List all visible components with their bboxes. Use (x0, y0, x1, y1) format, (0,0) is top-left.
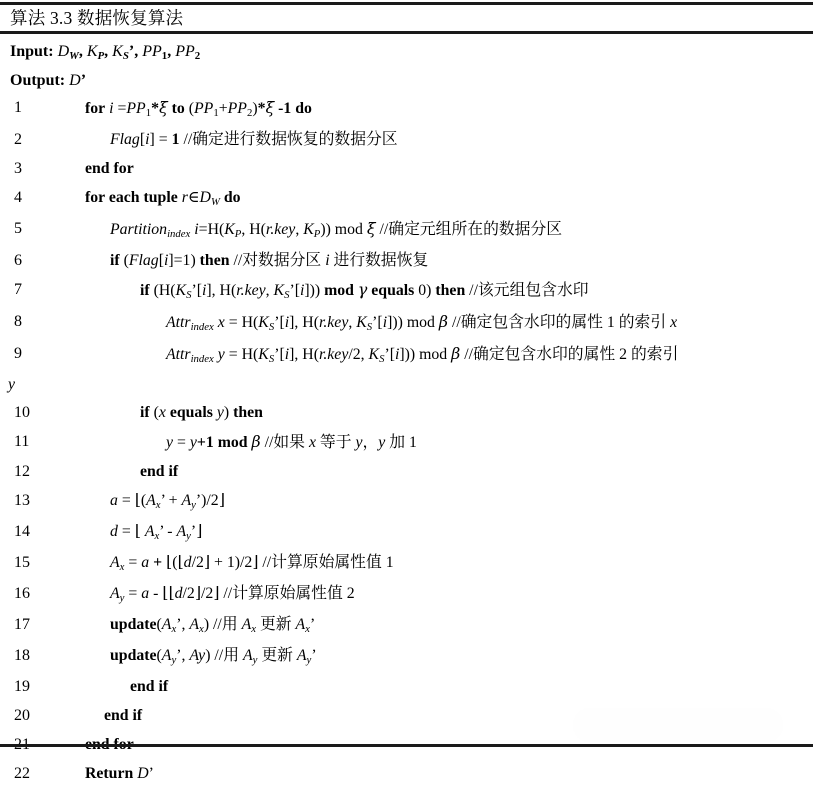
output-line: Output: D’ (10, 72, 87, 89)
line-number: 11 (14, 433, 30, 450)
code-row (0, 641, 813, 672)
line-number: 15 (14, 554, 30, 571)
code-row (0, 759, 813, 788)
code-text: $a = ⌊(A_x$’ + $A_y’)/2⌋$ (110, 492, 225, 511)
code-text: Attr$_{index}$ $x = H(K_S’[i]$, H(r.key, $K_S’[i]$)) mod β //确定包含水印的属性 1 的索引 x (166, 312, 678, 333)
code-text: for each tuple $r\in D_W$ do (85, 189, 241, 208)
code-text: if ($H(K_S’[i]$, H(r.key, $K_S’[i]$)) mod γ equals 0) then //该元组包含水印 (140, 280, 589, 301)
line-number: 9 (14, 345, 22, 362)
wrapped-fragment: y (8, 376, 16, 393)
algorithm-title: 算法 3.3 数据恢复算法 (10, 8, 184, 28)
code-row (0, 427, 813, 457)
code-row (0, 339, 813, 371)
code-text: Partition$_{index}$ $i=H(K_P$, H(r.key, $K_P$)) mod ξ //确定元组所在的数据分区 (110, 219, 563, 240)
code-text: $update(A_y$’, Ay) //用 $A_y$ 更新 $A_y$’ (110, 647, 317, 666)
rule-bottom (0, 744, 813, 747)
code-row (0, 548, 813, 579)
line-number: 4 (14, 189, 22, 206)
line-number: 12 (14, 463, 30, 480)
rule-middle (0, 31, 813, 34)
code-text: d = ⌊ $A_x$’ - $A_y’⌋$ (110, 523, 203, 542)
code-row (0, 125, 813, 154)
code-text: end if (140, 463, 179, 480)
line-number: 16 (14, 585, 30, 602)
line-number: 8 (14, 313, 22, 330)
code-row (0, 246, 813, 275)
code-row (0, 457, 813, 486)
line-number: 13 (14, 492, 30, 509)
code-row (0, 154, 813, 183)
code-text: Return D’ (85, 765, 154, 782)
code-text: Flag[i] = 1 //确定进行数据恢复的数据分区 (110, 131, 398, 148)
line-number: 3 (14, 160, 22, 177)
algorithm-steps (0, 93, 813, 788)
rule-top (0, 2, 813, 5)
code-row (0, 93, 813, 125)
code-text: if (x equals y) then (140, 404, 263, 421)
code-row (0, 486, 813, 517)
code-text: end for (85, 160, 134, 177)
code-row (0, 517, 813, 548)
line-number: 19 (14, 678, 30, 695)
code-row (0, 398, 813, 427)
line-number: 14 (14, 523, 30, 540)
code-text: end if (130, 678, 169, 695)
line-number: 6 (14, 252, 22, 269)
faint-watermark (573, 708, 783, 742)
code-text: y = y+1 mod β //如果 x 等于 y，y 加 1 (166, 432, 417, 451)
code-text: end if (104, 707, 143, 724)
line-number: 1 (14, 99, 22, 116)
code-row (0, 579, 813, 610)
code-text: $A_x = a$ + ⌊(⌊d/2⌋ + 1)/2⌋ //计算原始属性值 1 (110, 554, 394, 573)
code-text: for i =PP1*ξ to (PP1+PP2)*ξ -1 do (85, 98, 312, 119)
code-text: $update(A_x$’, $A_x$) //用 $A_x$ 更新 $A_x$’ (110, 616, 316, 635)
line-number: 22 (14, 765, 30, 782)
code-row (0, 275, 813, 307)
line-number: 17 (14, 616, 30, 633)
input-line: Input: $D_W$, $K_P$, $K_S$’, PP1, PP2 (10, 43, 201, 63)
line-number: 20 (14, 707, 30, 724)
wrapped-fragment-row (0, 371, 813, 398)
code-row (0, 183, 813, 214)
line-number: 5 (14, 220, 22, 237)
line-number: 2 (14, 131, 22, 148)
line-number: 10 (14, 404, 30, 421)
code-row (0, 610, 813, 641)
line-number: 7 (14, 281, 22, 298)
code-row (0, 214, 813, 246)
code-text: $A_y = a$ - ⌊⌊d/2⌋/2⌋ //计算原始属性值 2 (110, 585, 355, 604)
algorithm-io-header (10, 38, 805, 94)
line-number: 18 (14, 647, 30, 664)
code-row (0, 672, 813, 701)
code-row (0, 307, 813, 339)
code-text: if (Flag[i]=1) then //对数据分区 i 进行数据恢复 (110, 252, 429, 269)
code-text: Attr$_{index}$ $y = H(K_S’[i]$, H(r.key/2, $K_S’[i]$)) mod β //确定包含水印的属性 2 的索引 (166, 344, 679, 365)
